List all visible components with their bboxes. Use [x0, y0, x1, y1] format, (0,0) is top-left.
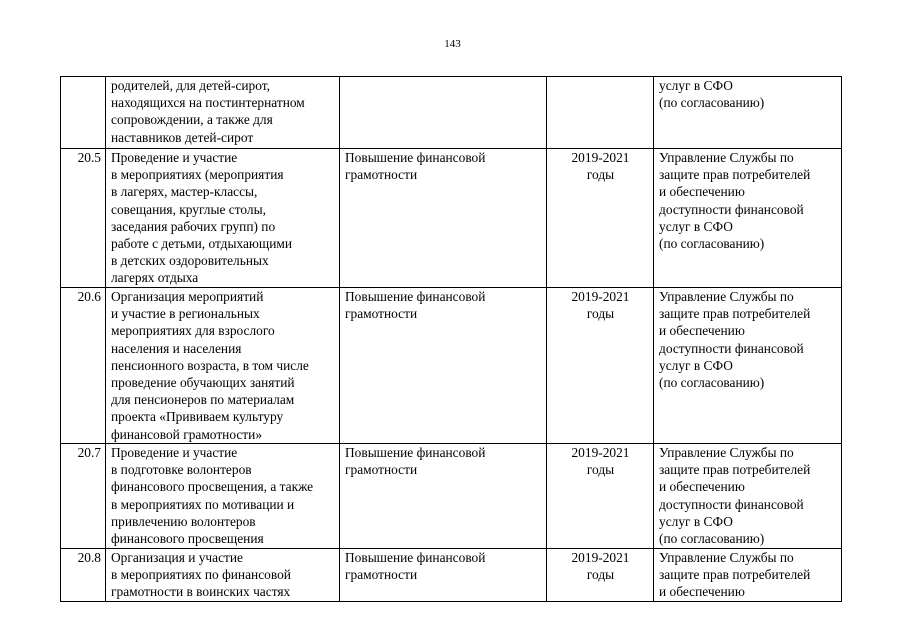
table-row [61, 149, 842, 288]
table-row [61, 549, 842, 602]
table-row [61, 288, 842, 444]
item-number: 20.7 [61, 444, 106, 549]
activity-goal: Повышение финансовой грамотности [340, 549, 547, 602]
activity-executor: Управление Службы по защите прав потребителей и обеспечению доступности финансовой услуг в СФО (по согласованию) [654, 444, 842, 549]
activity-executor: услуг в СФО (по согласованию) [654, 77, 842, 149]
activity-name: Организация мероприятий и участие в региональных мероприятиях для взрослого населения и населения пенсионного возраста, в том числе проведение обучающих занятий для пенсионеров по материалам проекта «Прививаем культуру финансовой грамотности» [106, 288, 340, 444]
activity-goal [340, 77, 547, 149]
activity-executor: Управление Службы по защите прав потребителей и обеспечению [654, 549, 842, 602]
activity-term [547, 77, 654, 149]
item-number: 20.8 [61, 549, 106, 602]
activity-term: 2019-2021 годы [547, 149, 654, 288]
activity-name: Организация и участие в мероприятиях по финансовой грамотности в воинских частях [106, 549, 340, 602]
activity-goal: Повышение финансовой грамотности [340, 444, 547, 549]
activities-table [60, 76, 842, 602]
activity-executor: Управление Службы по защите прав потребителей и обеспечению доступности финансовой услуг в СФО (по согласованию) [654, 149, 842, 288]
activity-goal: Повышение финансовой грамотности [340, 149, 547, 288]
activity-name: Проведение и участие в мероприятиях (мероприятия в лагерях, мастер-классы, совещания, круглые столы, заседания рабочих групп) по работе с детьми, отдыхающими в детских оздоровительных лагерях отдыха [106, 149, 340, 288]
table-row [61, 77, 842, 149]
activity-term: 2019-2021 годы [547, 288, 654, 444]
item-number: 20.5 [61, 149, 106, 288]
activity-executor: Управление Службы по защите прав потребителей и обеспечению доступности финансовой услуг в СФО (по согласованию) [654, 288, 842, 444]
item-number [61, 77, 106, 149]
table-row [61, 444, 842, 549]
page-number: 143 [444, 38, 461, 50]
activity-term: 2019-2021 годы [547, 549, 654, 602]
activity-name: Проведение и участие в подготовке волонтеров финансового просвещения, а также в мероприятиях по мотивации и привлечению волонтеров финансового просвещения [106, 444, 340, 549]
item-number: 20.6 [61, 288, 106, 444]
activity-term: 2019-2021 годы [547, 444, 654, 549]
activity-goal: Повышение финансовой грамотности [340, 288, 547, 444]
activity-name: родителей, для детей-сирот, находящихся на постинтернатном сопровождении, а также для наставников детей-сирот [106, 77, 340, 149]
